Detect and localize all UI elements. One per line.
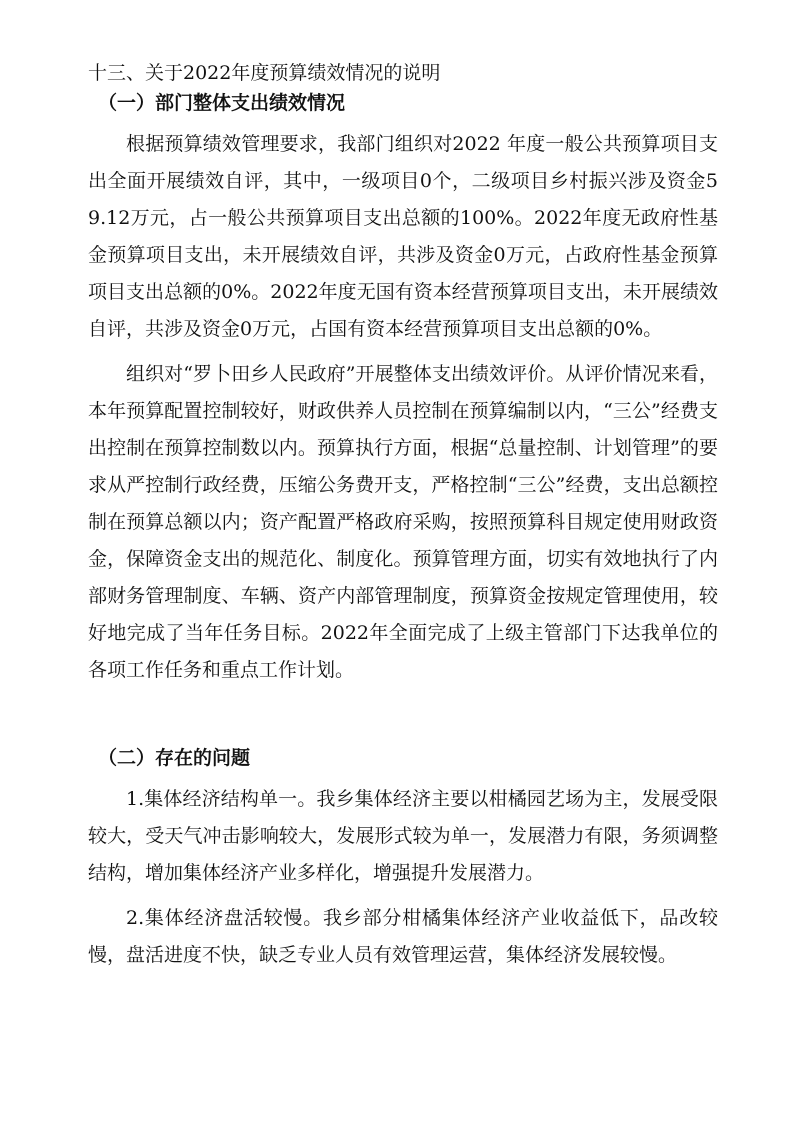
part2-paragraph-2: 2.集体经济盘活较慢。我乡部分柑橘集体经济产业收益低下，品改较慢，盘活进度不快，缺乏专业人员有效管理运营，集体经济发展较慢。 <box>88 907 718 966</box>
part1-paragraph-2: 组织对“罗卜田乡人民政府”开展整体支出绩效评价。从评价情况来看，本年预算配置控制较好，财政供养人员控制在预算编制以内，“三公”经费支出控制在预算控制数以内。预算执行方面，根据“总量控制、计划管理”的要求从严控制行政经费，压缩公务费开支，严格控制“三公”经费，支出总额控制在预算总额以内；资产配置严格政府采购，按照预算科目规定使用财政资金，保障资金支出的规范化、制度化。预算管理方面，切实有效地执行了内部财务管理制度、车辆、资产内部管理制度，预算资金按规定管理使用，较好地完成了当年任务目标。2022年全面完成了上级主管部门下达我单位的各项工作任务和重点工作计划。 <box>88 363 718 681</box>
part2-paragraph-1: 1.集体经济结构单一。我乡集体经济主要以柑橘园艺场为主，发展受限较大，受天气冲击影响较大，发展形式较为单一，发展潜力有限，务须调整结构，增加集体经济产业多样化，增强提升发展潜力。 <box>88 788 718 884</box>
document-body <box>88 58 718 982</box>
part2-heading: （二）存在的问题 <box>98 747 251 769</box>
section-title: 十三、关于2022年度预算绩效情况的说明 <box>88 62 441 84</box>
part1-heading: （一）部门整体支出绩效情况 <box>98 92 346 114</box>
part1-paragraph-1: 根据预算绩效管理要求，我部门组织对2022 年度一般公共预算项目支出全面开展绩效自评，其中，一级项目0个，二级项目乡村振兴涉及资金59.12万元，占一般公共预算项目支出总额的100%。2022年度无政府性基金预算项目支出，未开展绩效自评，共涉及资金0万元，占政府性基金预算项目支出总额的0%。2022年度无国有资本经营预算项目支出，未开展绩效自评，共涉及资金0万元，占国有资本经营预算项目支出总额的0%。 <box>88 133 718 340</box>
section-spacer <box>88 697 718 743</box>
